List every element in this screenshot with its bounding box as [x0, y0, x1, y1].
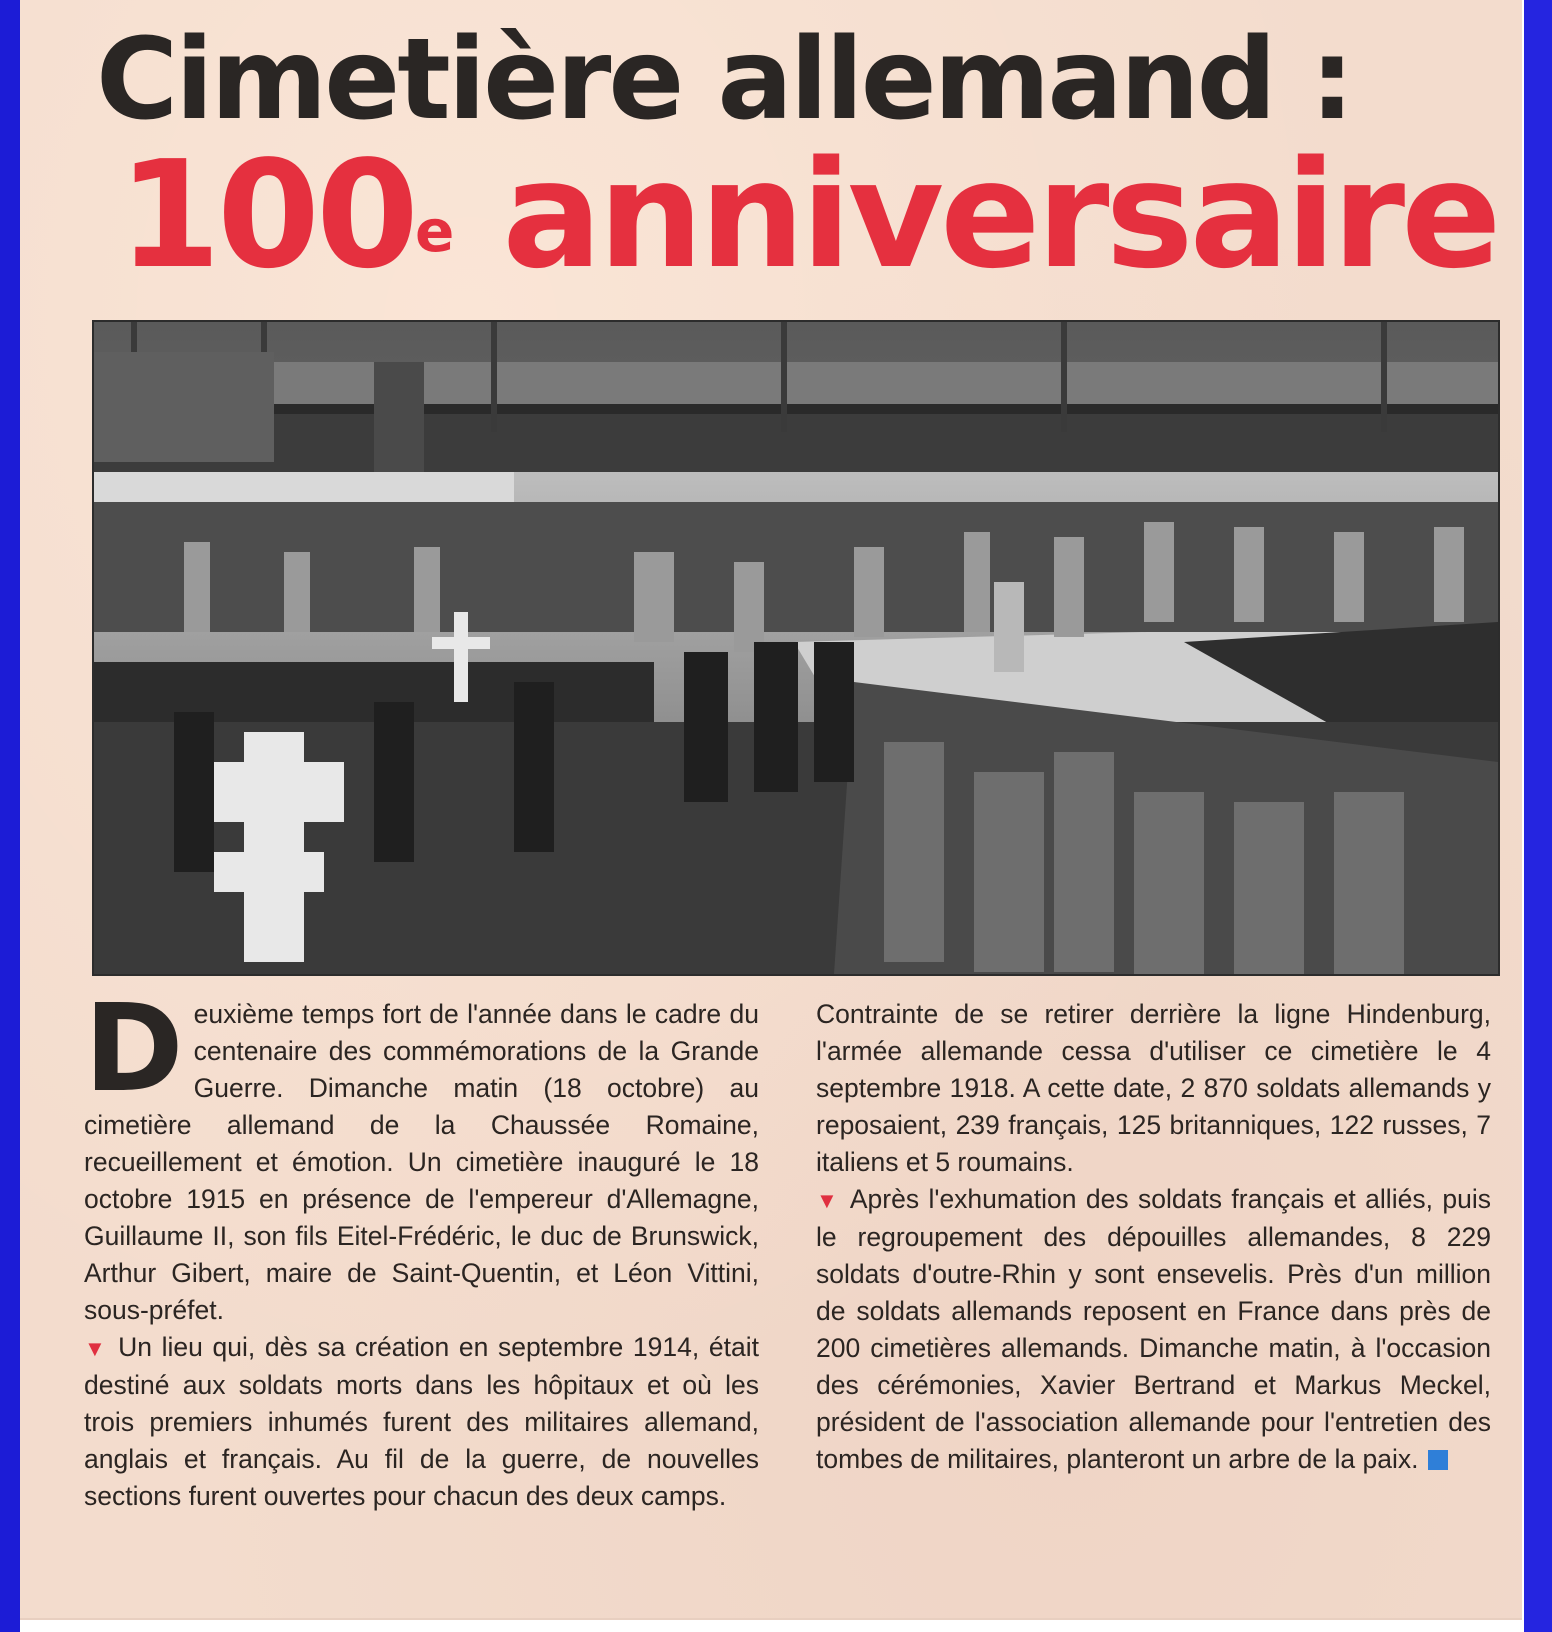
newspaper-clipping — [20, 0, 1522, 1620]
headline-line2 — [118, 129, 1498, 301]
paragraph-4-text: Après l'exhumation des soldats français et alliés, puis le regroupement des dépouilles allemandes, 8 229 soldats d'outre-Rhin y sont ensevelis. Près d'un million de soldats allemands reposent en France dans près de 200 cimetières allemands. Dimanche matin, à l'occasion des cérémonies, Xavier Bertrand et Markus Meckel, président de l'association allemande pour l'entretien des tombes de militaires, planteront un arbre de la paix. — [816, 1184, 1491, 1474]
paragraph-4 — [816, 1181, 1491, 1478]
paragraph-3 — [816, 996, 1491, 1181]
article-column-1 — [84, 980, 759, 1515]
headline-word: anniversaire — [502, 129, 1498, 301]
end-mark-square-icon — [1428, 1450, 1448, 1470]
triangle-bullet-icon: ▼ — [84, 1336, 109, 1361]
cemetery-ceremony-photo — [92, 320, 1500, 976]
paragraph-3-text: Contrainte de se retirer derrière la ligne Hindenburg, l'armée allemande cessa d'utiliser ce cimetière le 4 septembre 1918. A cette date, 2 870 soldats allemands y reposaient, 239 français, 125 britanniques, 122 russes, 7 italiens et 5 roumains. — [816, 999, 1491, 1177]
paragraph-2 — [84, 1329, 759, 1515]
paragraph-1 — [84, 980, 759, 1329]
article-column-2 — [816, 996, 1491, 1478]
paragraph-1-text: euxième temps fort de l'année dans le cadre du centenaire des commémorations de la Grande Guerre. Dimanche matin (18 octobre) au cimetière allemand de la Chaussée Romaine, recueillement et émotion. Un cimetière inauguré le 18 octobre 1915 en présence de l'empereur d'Allemagne, Guillaume II, son fils Eitel-Frédéric, le duc de Brunswick, Arthur Gibert, maire de Saint-Quentin, et Léon Vittini, sous-préfet. — [84, 999, 759, 1325]
photo-illustration — [94, 322, 1498, 974]
headline-number: 100 — [118, 129, 415, 301]
dropcap: D — [84, 980, 184, 1119]
headline-superscript: e — [414, 197, 455, 265]
scan-border-right — [1524, 0, 1552, 1632]
triangle-bullet-icon: ▼ — [816, 1188, 840, 1213]
headline-line1: Cimetière allemand : — [96, 15, 1352, 145]
scan-border-left — [0, 0, 20, 1632]
paragraph-2-text: Un lieu qui, dès sa création en septembre 1914, était destiné aux soldats morts dans les hôpitaux et où les trois premiers inhumés furent des militaires allemand, anglais et français. Au fil de la guerre, de nouvelles sections furent ouvertes pour chacun des deux camps. — [84, 1332, 759, 1511]
